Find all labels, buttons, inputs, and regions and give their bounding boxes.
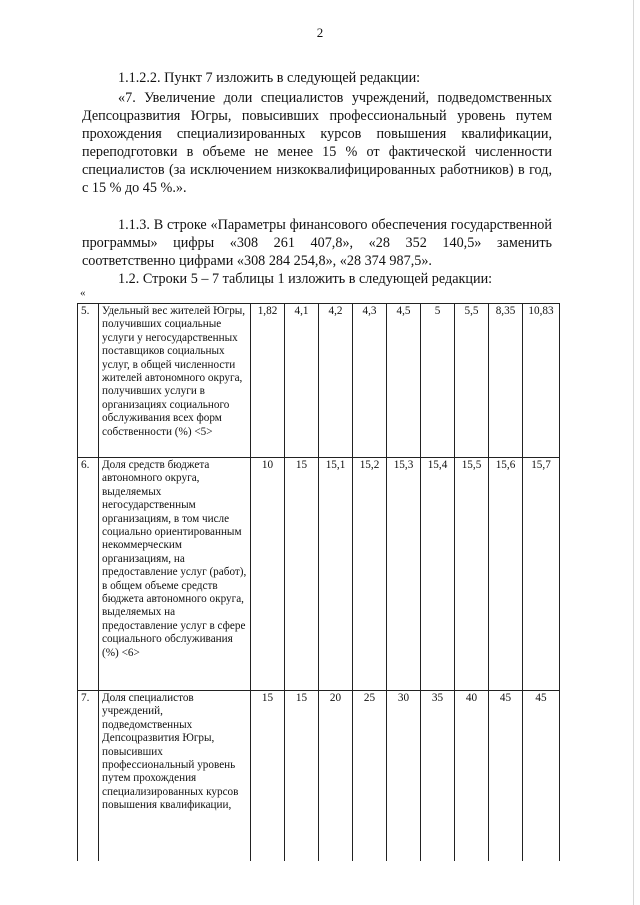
indicators-table (77, 303, 560, 861)
value-cell: 10 (251, 458, 285, 691)
row-index: 6. (78, 458, 99, 691)
value-cell: 35 (421, 691, 455, 861)
value-cell: 8,35 (489, 304, 523, 458)
value-cell: 25 (353, 691, 387, 861)
indicator-name: Удельный вес жителей Югры, получивших социальные услуги у негосударственных поставщиков социальных услуг, в общей численности жителей автономного округа, получивших услуги в организациях социального обслуживания всех форм собственности (%) <5> (99, 304, 251, 458)
value-cell: 4,1 (285, 304, 319, 458)
value-cell: 15,4 (421, 458, 455, 691)
paragraph-item-1-1-3: 1.1.3. В строке «Параметры финансового обеспечения государственной программы» цифры «308 261 407,8», «28 352 140,5» заменить соответственно цифрами «308 284 254,8», «28 374 987,5». (82, 217, 552, 269)
table-open-quote: « (80, 287, 86, 299)
indicator-name: Доля специалистов учреждений, подведомственных Депсоцразвития Югры, повысивших профессиональный уровень путем прохождения специализированных курсов повышения квалификации, (99, 691, 251, 861)
page-edge-line (633, 0, 634, 905)
paragraph-item-1-2: 1.2. Строки 5 – 7 таблицы 1 изложить в следующей редакции: (118, 271, 493, 287)
value-cell: 15 (285, 458, 319, 691)
row-index: 5. (78, 304, 99, 458)
value-cell: 45 (489, 691, 523, 861)
row-index: 7. (78, 691, 99, 861)
value-cell: 10,83 (523, 304, 560, 458)
paragraph-item-1-1-2-2: 1.1.2.2. Пункт 7 изложить в следующей редакции: (118, 70, 421, 86)
table-row (78, 304, 560, 458)
value-cell: 15,1 (319, 458, 353, 691)
table-row (78, 458, 560, 691)
value-cell: 15,3 (387, 458, 421, 691)
value-cell: 20 (319, 691, 353, 861)
paragraph-item-7-text: «7. Увеличение доли специалистов учреждений, подведомственных Депсоцразвития Югры, повысивших профессиональный уровень путем прохождения специализированных курсов повышения квалификации, переподготовки в объеме не менее 15 % от фактической численности специалистов (за исключением низкоквалифицированных работников) в год, с 15 % до 45 %.». (82, 90, 552, 196)
table-row (78, 691, 560, 861)
value-cell: 15,6 (489, 458, 523, 691)
value-cell: 15 (285, 691, 319, 861)
value-cell: 1,82 (251, 304, 285, 458)
value-cell: 4,2 (319, 304, 353, 458)
value-cell: 30 (387, 691, 421, 861)
value-cell: 4,5 (387, 304, 421, 458)
value-cell: 45 (523, 691, 560, 861)
value-cell: 40 (455, 691, 489, 861)
value-cell: 15,2 (353, 458, 387, 691)
value-cell: 4,3 (353, 304, 387, 458)
page-number: 2 (316, 25, 324, 40)
value-cell: 15 (251, 691, 285, 861)
value-cell: 5 (421, 304, 455, 458)
value-cell: 15,7 (523, 458, 560, 691)
value-cell: 15,5 (455, 458, 489, 691)
indicator-name: Доля средств бюджета автономного округа, выделяемых негосударственным организациям, в том числе социально ориентированным некоммерческим организациям, на предоставление услуг (работ), в общем объеме средств бюджета автономного округа, выделяемых на предоставление услуг в сфере социального обслуживания (%) <6> (99, 458, 251, 691)
value-cell: 5,5 (455, 304, 489, 458)
